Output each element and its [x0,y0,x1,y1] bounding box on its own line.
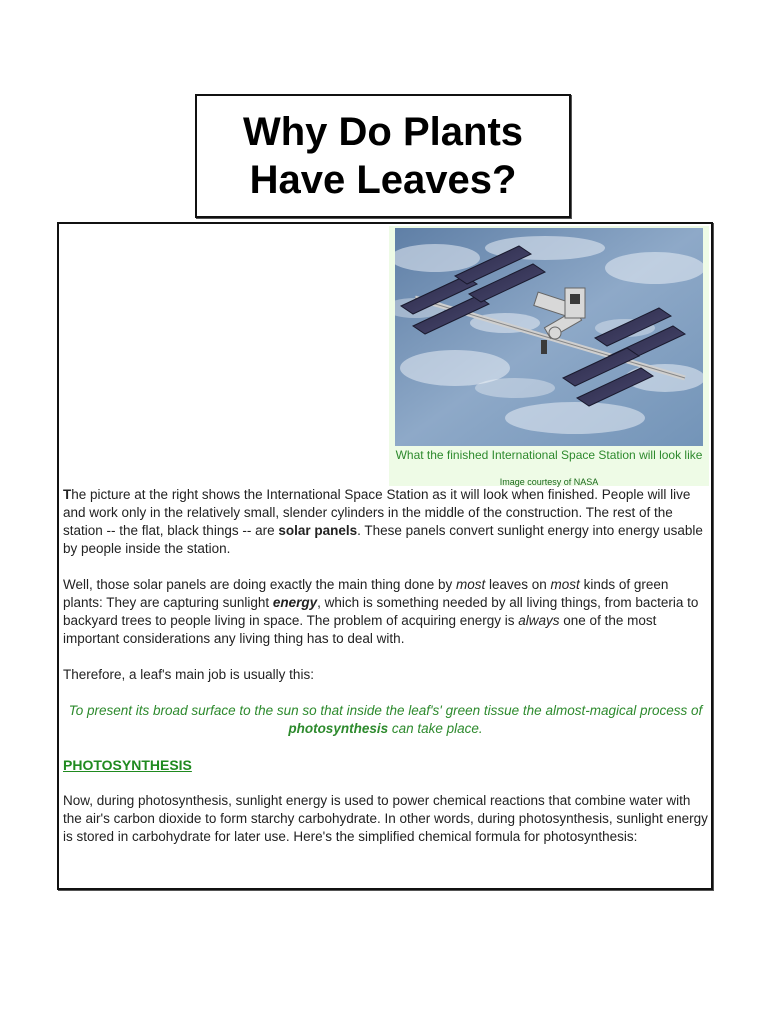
emphasis-always: always [518,613,560,628]
page-title [243,108,523,204]
space-station-image [395,228,703,446]
emphasis-most-2: most [550,577,580,592]
article-body [63,486,708,864]
paragraph-text: . These panels convert sunlight energy into energy usable by people inside the station. [63,523,703,556]
paragraph-main-job: Therefore, a leaf's main job is usually this: [63,667,314,682]
figure-caption: What the finished International Space Station will look like [395,448,703,462]
paragraph-text: Well, those solar panels are doing exactly the main thing done by [63,577,456,592]
paragraph-energy [63,576,708,648]
paragraph-text: one of the most important considerations any living thing has to deal with. [63,613,657,646]
figure-credit: Image courtesy of NASA [499,477,599,487]
leaf-job-quote [63,702,708,738]
page-title-line-2: Have Leaves? [249,158,517,202]
paragraph-iss [63,486,708,558]
page-title-line-1: Why Do Plants [242,110,524,154]
quote-text: To present its broad surface to the sun so that inside the leaf's' green tissue the almost-magical process of [68,703,703,718]
quote-text: can take place. [388,721,483,736]
paragraph-text: leaves on [485,577,551,592]
keyword-photosynthesis: photosynthesis [288,721,389,736]
space-station-figure [389,226,709,486]
paragraph-text: kinds of green plants: They are capturing sunlight [63,577,669,610]
paragraph-text: , which is something needed by all living things, from bacteria to backyard trees to people living in space. The problem of acquiring energy is [63,595,699,628]
keyword-energy: energy [272,595,318,610]
emphasis-most-1: most [455,577,486,592]
section-heading-photosynthesis[interactable]: PHOTOSYNTHESIS [63,757,192,773]
title-box [195,94,571,218]
keyword-solar-panels: solar panels [278,523,358,538]
article-box [57,222,713,890]
paragraph-photosynthesis: Now, during photosynthesis, sunlight energy is used to power chemical reactions that combine water with the air's carbon dioxide to form starchy carbohydrate. In other words, during photosynthesis, sunlight energy is stored in carbohydrate for later use. Here's the simplified chemical formula for photosynthesis: [63,793,708,844]
drop-cap: T [63,487,72,502]
paragraph-text: he picture at the right shows the International Space Station as it will look when finished. People will live and work only in the relatively small, slender cylinders in the middle of the construction. The rest of the station -- the flat, black things -- are [63,487,691,538]
